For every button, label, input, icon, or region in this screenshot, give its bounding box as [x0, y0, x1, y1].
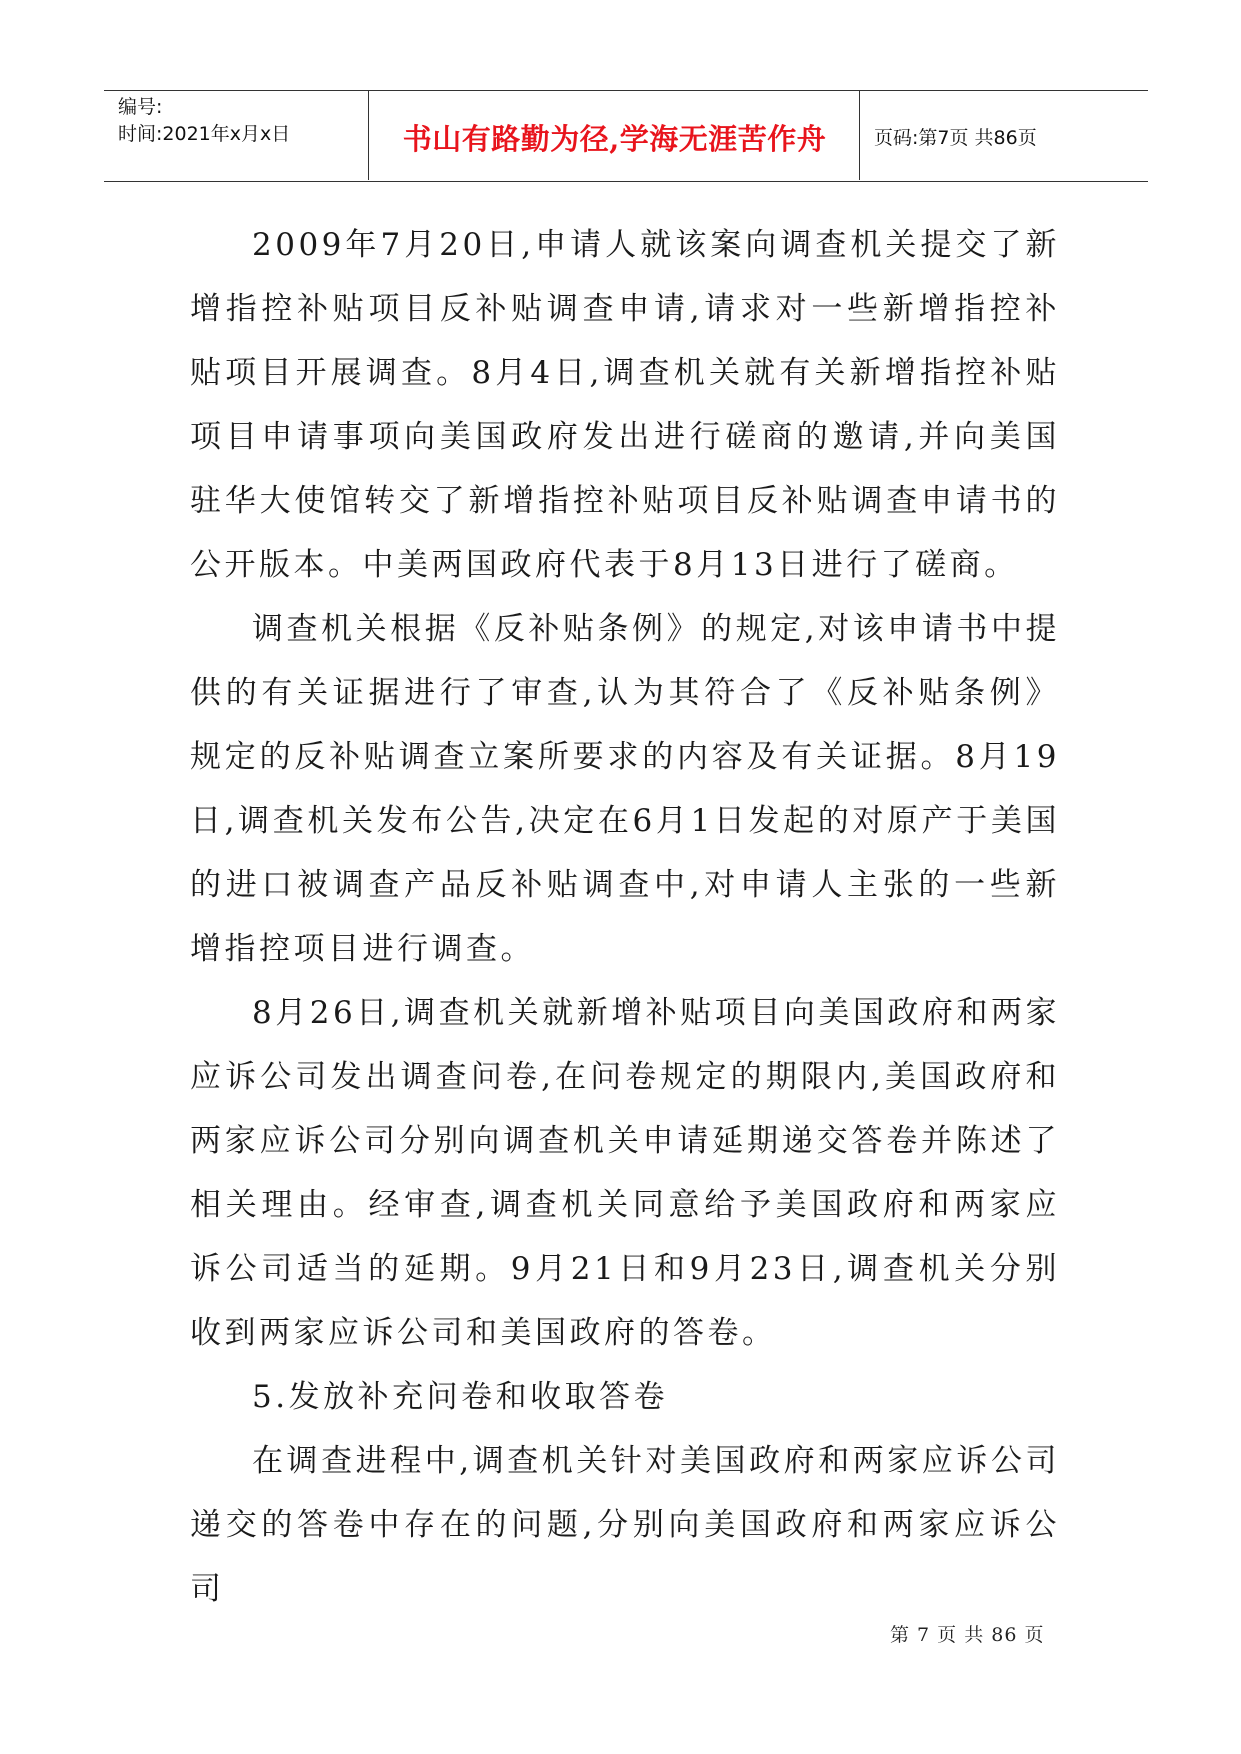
serial-number-label: 编号:	[118, 96, 163, 118]
page-header	[104, 90, 1148, 182]
document-body	[190, 213, 1060, 1621]
time-label: 时间:2021年x月x日	[118, 123, 291, 145]
section-heading: 5.发放补充问卷和收取答卷	[252, 1379, 669, 1415]
header-motto: 书山有路勤为径,学海无涯苦作舟	[402, 122, 827, 156]
header-divider-left	[368, 91, 369, 180]
header-divider-right	[859, 91, 860, 180]
header-meta	[118, 94, 290, 148]
page-footer: 第 7 页 共 86 页	[890, 1624, 1045, 1646]
paragraph-2: 调查机关根据《反补贴条例》的规定,对该申请书中提供的有关证据进行了审查,认为其符合了《反补贴条例》规定的反补贴调查立案所要求的内容及有关证据。8月19日,调查机关发布公告,决定在6月1日发起的对原产于美国的进口被调查产品反补贴调查中,对申请人主张的一些新增指控项目进行调查。	[190, 611, 1060, 967]
paragraph-3: 8月26日,调查机关就新增补贴项目向美国政府和两家应诉公司发出调查问卷,在问卷规定的期限内,美国政府和两家应诉公司分别向调查机关申请延期递交答卷并陈述了相关理由。经审查,调查机关同意给予美国政府和两家应诉公司适当的延期。9月21日和9月23日,调查机关分别收到两家应诉公司和美国政府的答卷。	[190, 995, 1060, 1351]
paragraph-4: 在调查进程中,调查机关针对美国政府和两家应诉公司递交的答卷中存在的问题,分别向美国政府和两家应诉公司	[190, 1443, 1060, 1607]
paragraph-1: 2009年7月20日,申请人就该案向调查机关提交了新增指控补贴项目反补贴调查申请,请求对一些新增指控补贴项目开展调查。8月4日,调查机关就有关新增指控补贴项目申请事项向美国政府发出进行磋商的邀请,并向美国驻华大使馆转交了新增指控补贴项目反补贴调查申请书的公开版本。中美两国政府代表于8月13日进行了磋商。	[190, 227, 1060, 583]
header-page-info: 页码:第7页 共86页	[874, 127, 1037, 149]
